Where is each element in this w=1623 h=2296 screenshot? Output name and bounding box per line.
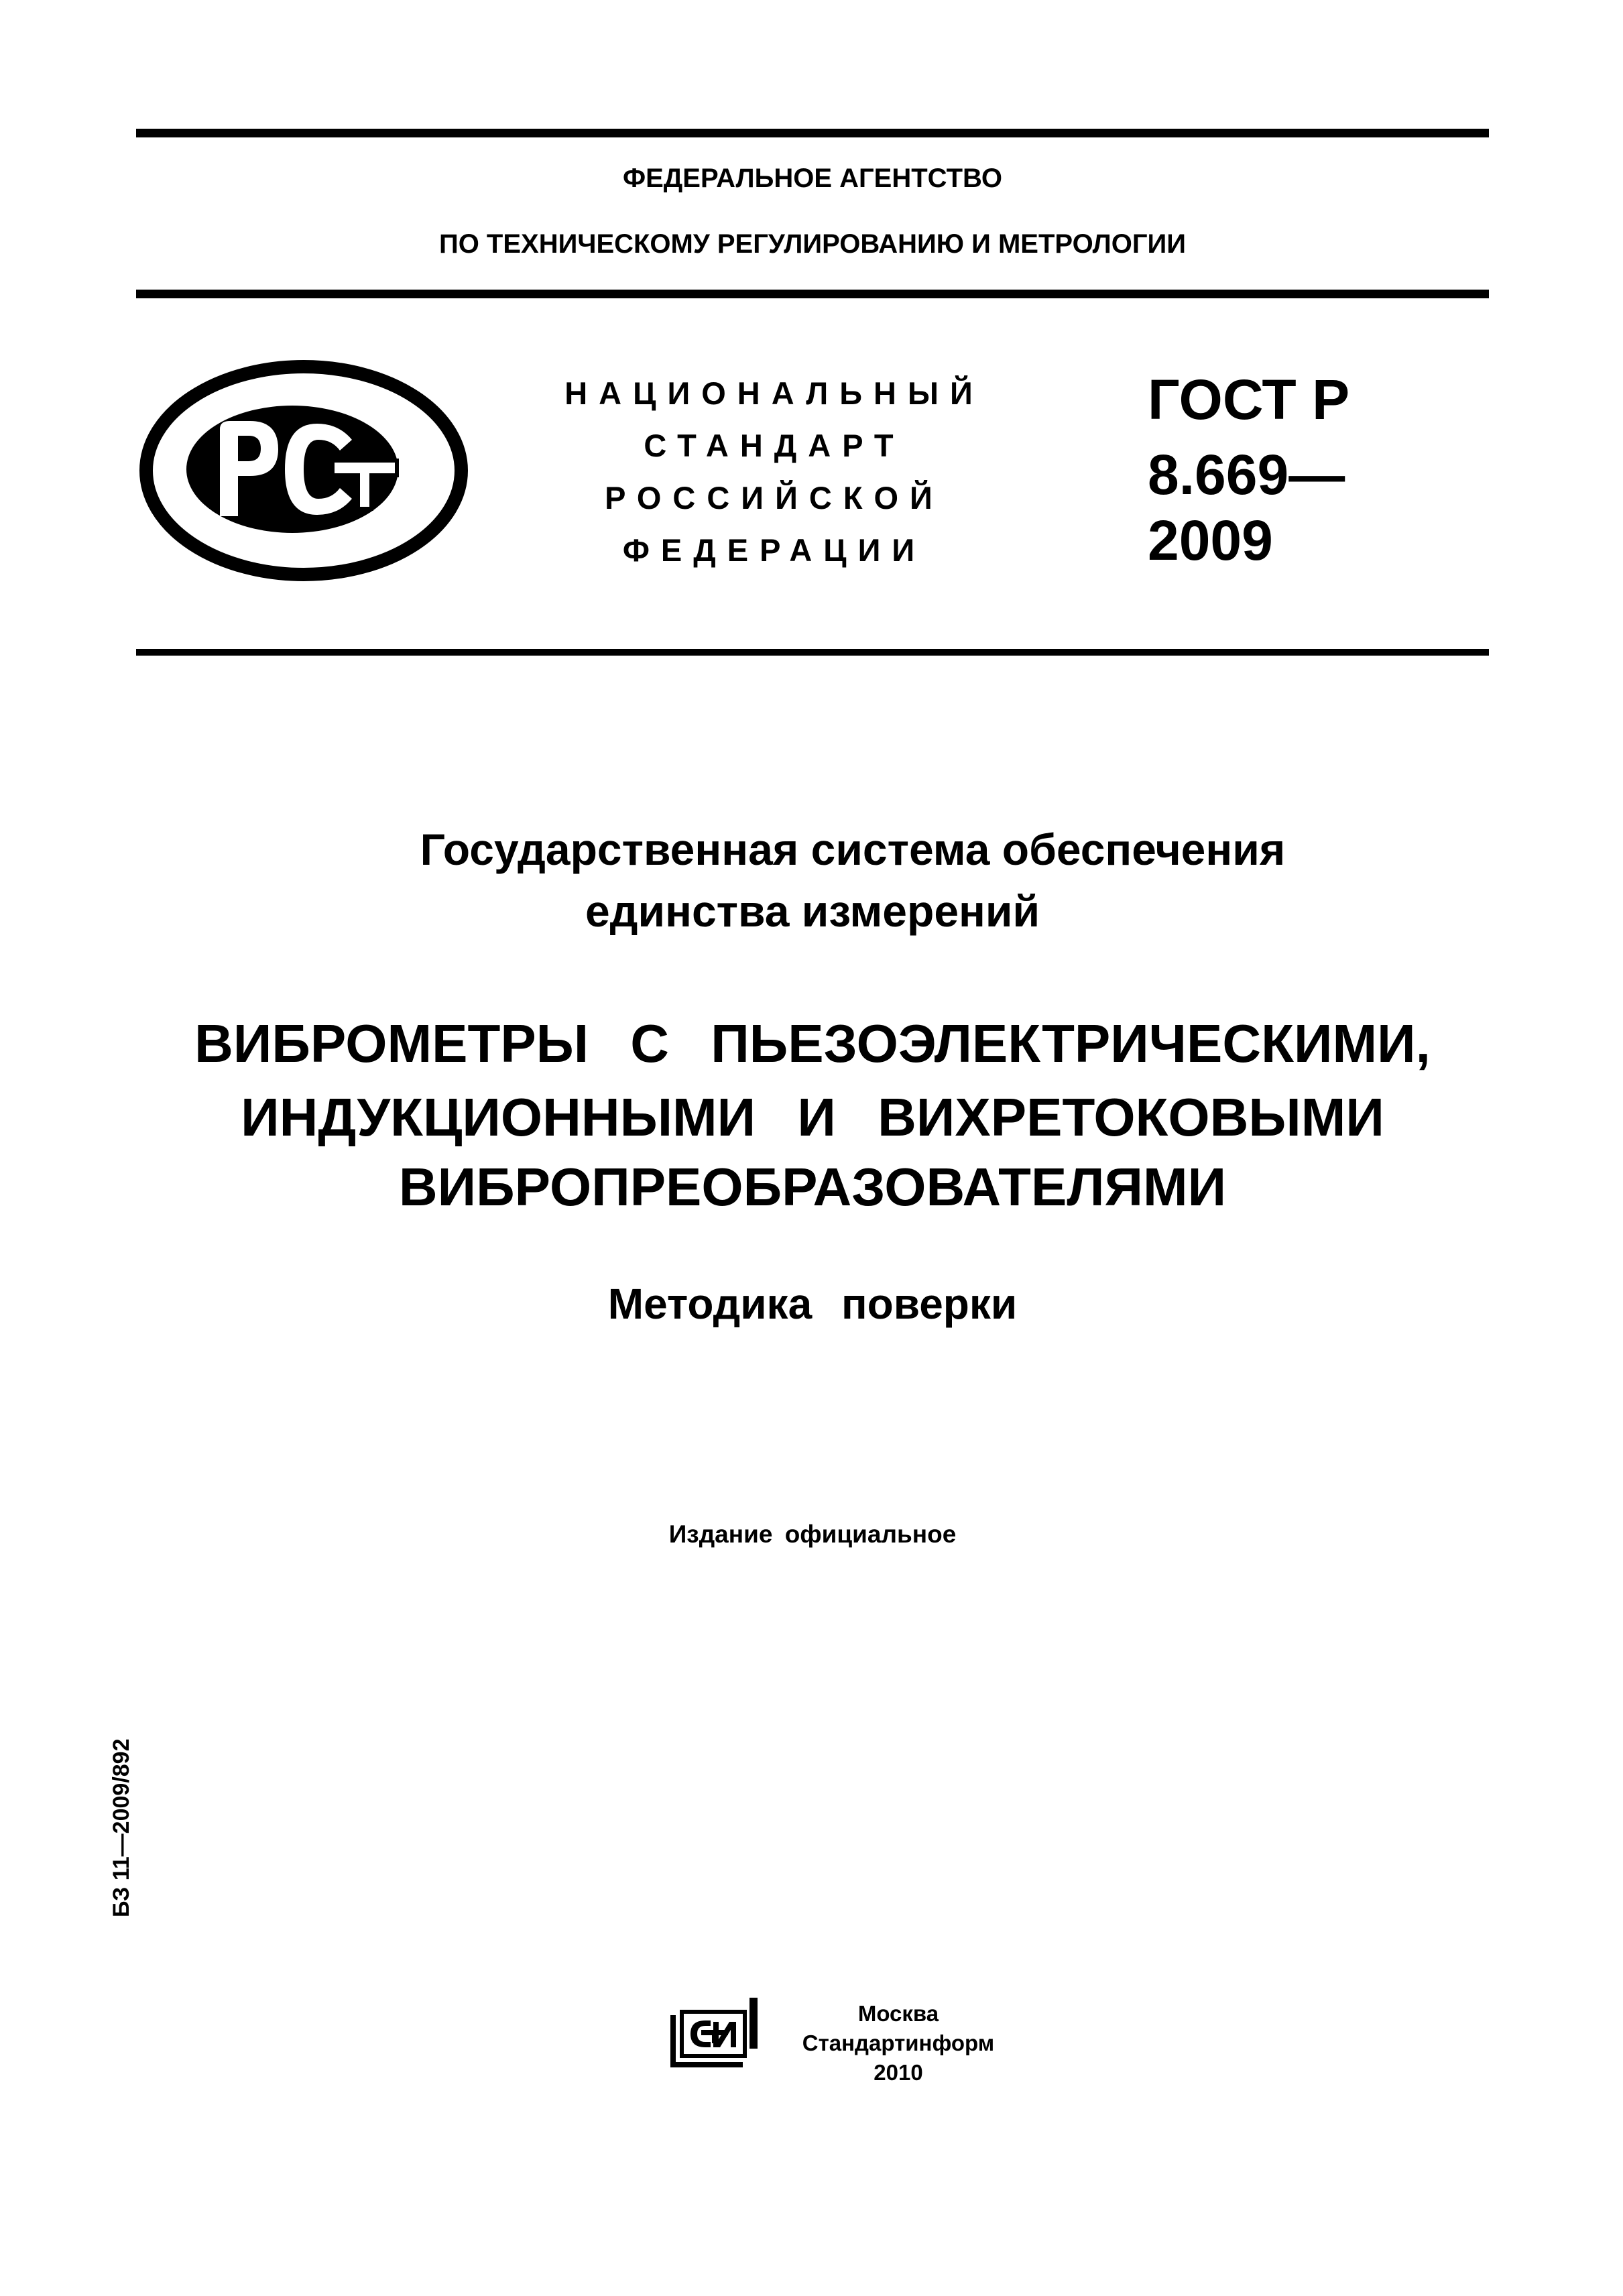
publisher-city: Москва: [857, 2001, 939, 2026]
subtitle-line-1: Государственная система обеспечения: [420, 825, 1286, 874]
standard-type-line-2: СТАНДАРТ: [644, 428, 905, 463]
title-line-1: ВИБРОМЕТРЫ С ПЬЕЗОЭЛЕКТРИЧЕСКИМИ,: [194, 1014, 1431, 1073]
designation-line-3: 2009: [1148, 509, 1273, 572]
designation-line-2: 8.669—: [1148, 443, 1345, 506]
designation-line-1: ГОСТ Р: [1148, 368, 1350, 431]
agency-line-1: ФЕДЕРАЛЬНОЕ АГЕНТСТВО: [622, 164, 1003, 193]
standard-type-line-1: НАЦИОНАЛЬНЫЙ: [564, 375, 984, 411]
title-line-2: ИНДУКЦИОННЫМИ И ВИХРЕТОКОВЫМИ: [241, 1087, 1384, 1147]
header-rule: [136, 649, 1489, 656]
publisher-year: 2010: [874, 2060, 923, 2085]
catalog-code: БЗ 11—2009/892: [109, 1738, 134, 1917]
standard-type-line-3: РОССИЙСКОЙ: [605, 480, 944, 516]
top-rule: [136, 129, 1489, 137]
edition-label: Издание официальное: [668, 1520, 957, 1548]
method-title: Методика поверки: [607, 1280, 1018, 1328]
rst-certification-logo-icon: [136, 357, 471, 585]
subtitle-line-2: единства измерений: [585, 886, 1040, 936]
standard-type-line-4: ФЕДЕРАЦИИ: [622, 532, 926, 568]
publisher-name: Стандартинформ: [802, 2031, 995, 2055]
agency-line-2: ПО ТЕХНИЧЕСКОМУ РЕГУЛИРОВАНИЮ И МЕТРОЛОГИИ: [438, 229, 1187, 259]
standartinform-logo-icon: [664, 1995, 764, 2072]
agency-rule: [136, 290, 1489, 298]
title-line-3: ВИБРОПРЕОБРАЗОВАТЕЛЯМИ: [398, 1157, 1227, 1217]
